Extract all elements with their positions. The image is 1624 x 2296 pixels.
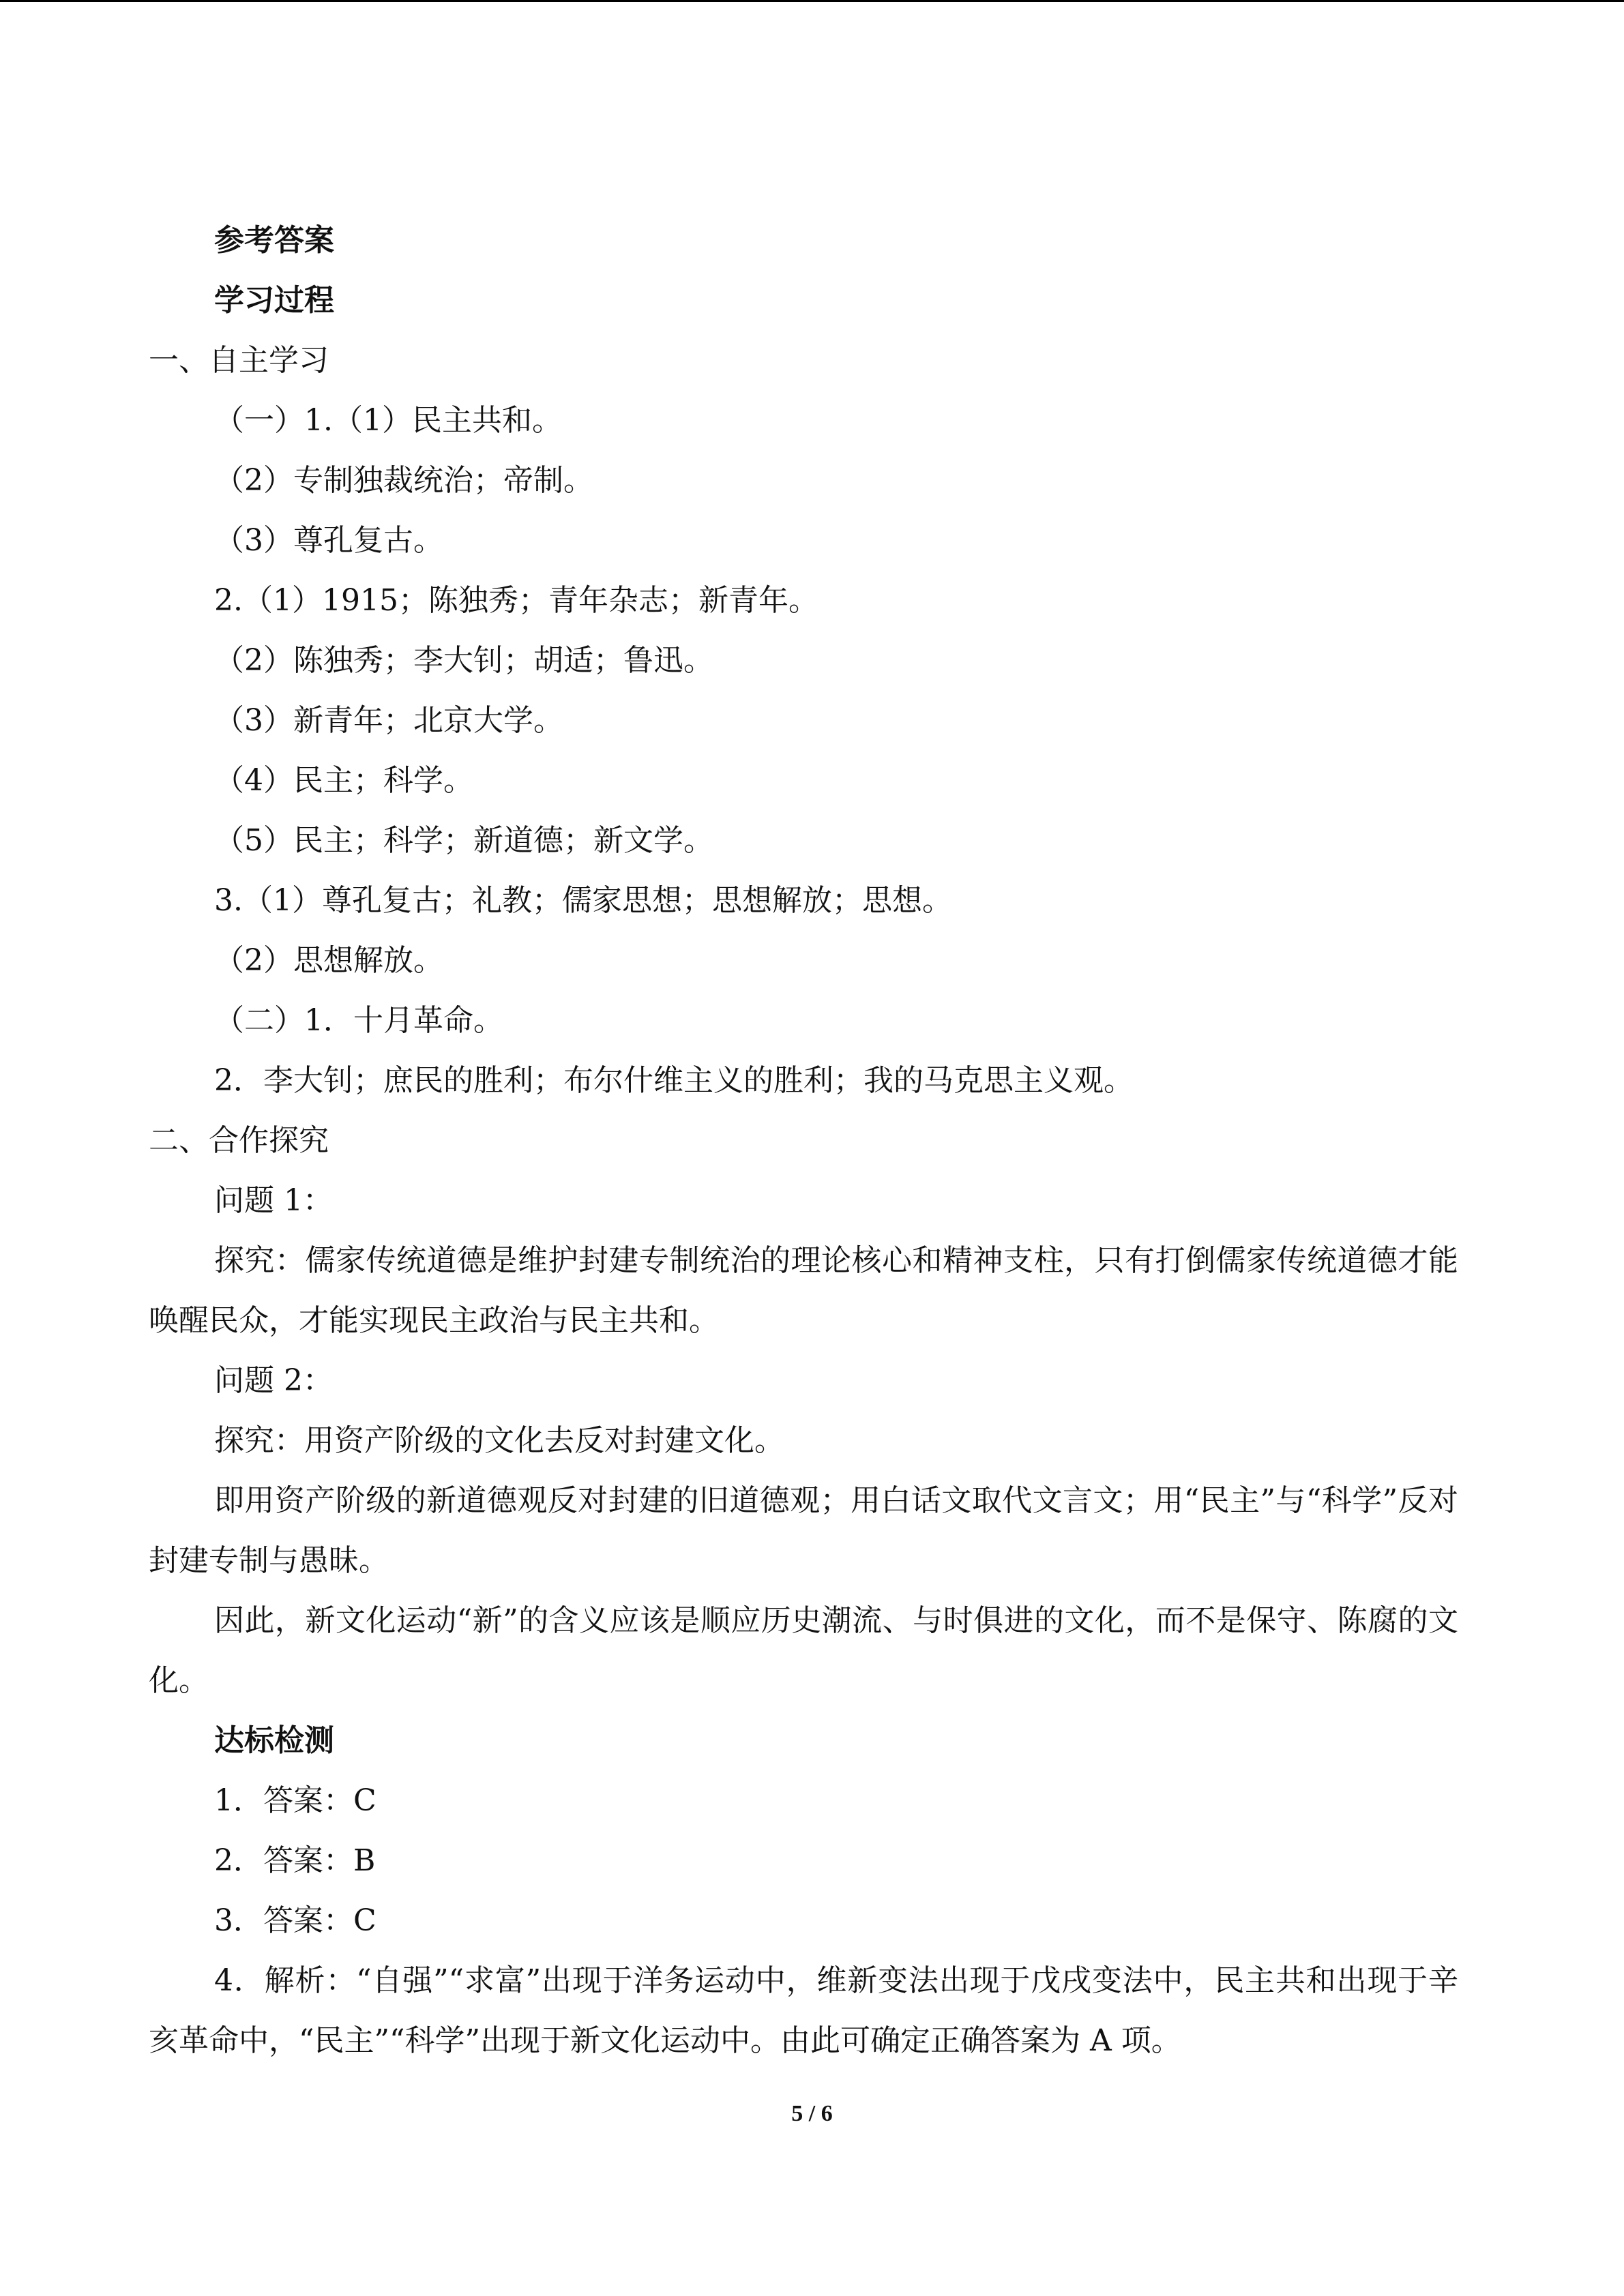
heading-standard-test: 达标检测 [214, 1723, 334, 1758]
section-title-self-study: 一、自主学习 [149, 343, 329, 378]
answer-line: （5）民主；科学；新道德；新文学。 [214, 823, 713, 858]
question-2-label: 问题 2： [214, 1363, 333, 1398]
answer-line: 2．李大钊；庶民的胜利；布尔什维主义的胜利；我的马克思主义观。 [214, 1063, 1134, 1098]
question-2-conclusion: 因此，新文化运动“新”的含义应该是顺应历史潮流、与时俱进的文化，而不是保守、陈腐的文化。 [149, 1603, 1458, 1698]
section-title-cooperative-inquiry: 二、合作探究 [149, 1123, 329, 1158]
answer-line: （一）1.（1）民主共和。 [214, 403, 562, 438]
answer-line: （2）陈独秀；李大钊；胡适；鲁迅。 [214, 643, 713, 678]
answer-line: （3）尊孔复古。 [214, 523, 443, 558]
heading-learning-process: 学习过程 [214, 283, 334, 318]
answer-line: （2）专制独裁统治；帝制。 [214, 463, 593, 498]
question-1-inquiry: 探究：儒家传统道德是维护封建专制统治的理论核心和精神支柱，只有打倒儒家传统道德才能唤醒民众，才能实现民主政治与民主共和。 [149, 1243, 1458, 1338]
page-number: 5 / 6 [791, 2101, 833, 2126]
answer-line: 2.（1）1915；陈独秀；青年杂志；新青年。 [214, 583, 818, 618]
answer-line: 3.（1）尊孔复古；礼教；儒家思想；思想解放；思想。 [214, 883, 952, 918]
page-content [149, 211, 1458, 2071]
test-answer-1: 1．答案：C [214, 1783, 377, 1818]
question-2-explanation: 即用资产阶级的新道德观反对封建的旧道德观；用白话文取代文言文；用“民主”与“科学”反对封建专制与愚昧。 [149, 1483, 1458, 1578]
test-answer-2: 2．答案：B [214, 1843, 376, 1878]
question-2-inquiry: 探究：用资产阶级的文化去反对封建文化。 [214, 1423, 784, 1458]
heading-answers: 参考答案 [214, 223, 334, 258]
test-answer-3: 3．答案：C [214, 1903, 377, 1938]
answer-line: （4）民主；科学。 [214, 763, 473, 798]
answer-line: （二）1．十月革命。 [214, 1003, 503, 1038]
test-answer-4-analysis: 4．解析：“自强”“求富”出现于洋务运动中，维新变法出现于戊戌变法中，民主共和出现于辛亥革命中，“民主”“科学”出现于新文化运动中。由此可确定正确答案为 A 项。 [149, 1963, 1458, 2058]
answer-line: （2）思想解放。 [214, 943, 443, 978]
question-1-label: 问题 1： [214, 1183, 333, 1218]
answer-line: （3）新青年；北京大学。 [214, 703, 563, 738]
